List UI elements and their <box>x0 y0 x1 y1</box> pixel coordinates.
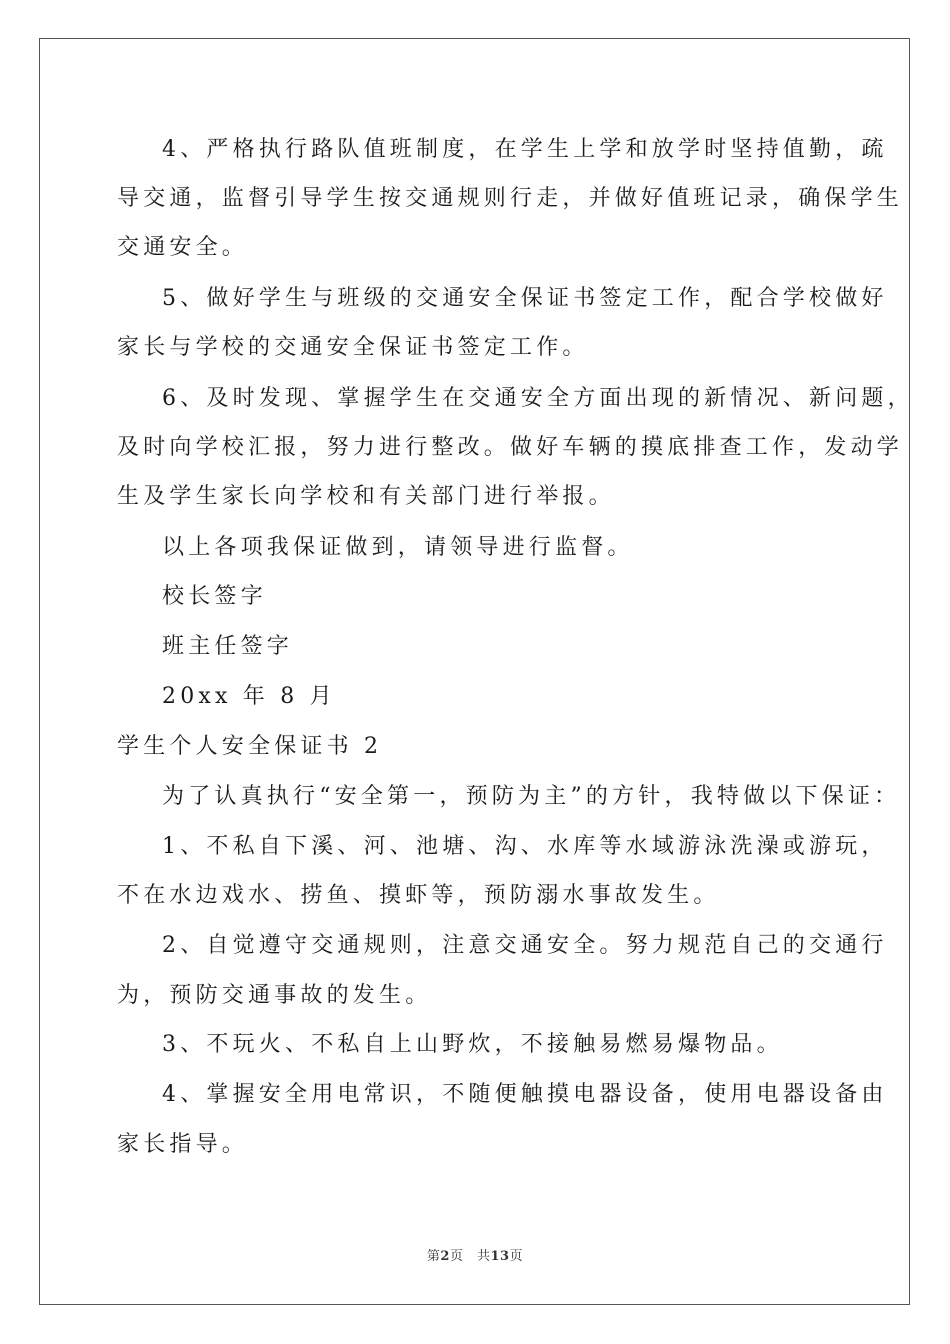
paragraph-line: 家长指导。 <box>117 1132 249 1157</box>
current-page-number: 2 <box>440 1249 450 1264</box>
footer-suffix: 页 <box>509 1249 524 1264</box>
paragraph-line: 不在水边戏水、捞鱼、摸虾等，预防溺水事故发生。 <box>117 883 720 908</box>
date-line: 20xx 年 8 月 <box>162 684 336 709</box>
total-page-count: 13 <box>490 1249 510 1264</box>
paragraph-line: 导交通，监督引导学生按交通规则行走，并做好值班记录，确保学生 <box>117 186 904 211</box>
principal-signature-label: 校长签字 <box>162 584 267 609</box>
footer-middle: 页 共 <box>449 1249 491 1264</box>
paragraph-line: 2、自觉遵守交通规则，注意交通安全。努力规范自己的交通行 <box>162 933 888 958</box>
paragraph-line: 以上各项我保证做到，请领导进行监督。 <box>162 535 634 560</box>
paragraph-line: 生及学生家长向学校和有关部门进行举报。 <box>117 484 615 509</box>
section-title: 学生个人安全保证书 2 <box>117 734 383 759</box>
paragraph-line: 为了认真执行“安全第一，预防为主”的方针，我特做以下保证： <box>162 784 901 809</box>
paragraph-line: 1、不私自下溪、河、池塘、沟、水库等水域游泳洗澡或游玩， <box>162 834 888 859</box>
paragraph-line: 及时向学校汇报，努力进行整改。做好车辆的摸底排查工作，发动学 <box>117 435 904 460</box>
page-border <box>39 38 910 1305</box>
paragraph-line: 5、做好学生与班级的交通安全保证书签定工作，配合学校做好 <box>162 286 888 311</box>
paragraph-line: 4、掌握安全用电常识，不随便触摸电器设备，使用电器设备由 <box>162 1082 888 1107</box>
paragraph-line: 3、不玩火、不私自上山野炊，不接触易燃易爆物品。 <box>162 1032 783 1057</box>
teacher-signature-label: 班主任签字 <box>162 634 294 659</box>
footer-prefix: 第 <box>426 1249 441 1264</box>
paragraph-line: 4、严格执行路队值班制度，在学生上学和放学时坚持值勤，疏 <box>162 137 888 162</box>
paragraph-line: 为，预防交通事故的发生。 <box>117 983 432 1008</box>
paragraph-line: 家长与学校的交通安全保证书签定工作。 <box>117 335 589 360</box>
paragraph-line: 交通安全。 <box>117 235 249 260</box>
page-footer <box>0 1248 950 1266</box>
paragraph-line: 6、及时发现、掌握学生在交通安全方面出现的新情况、新问题， <box>162 386 914 411</box>
